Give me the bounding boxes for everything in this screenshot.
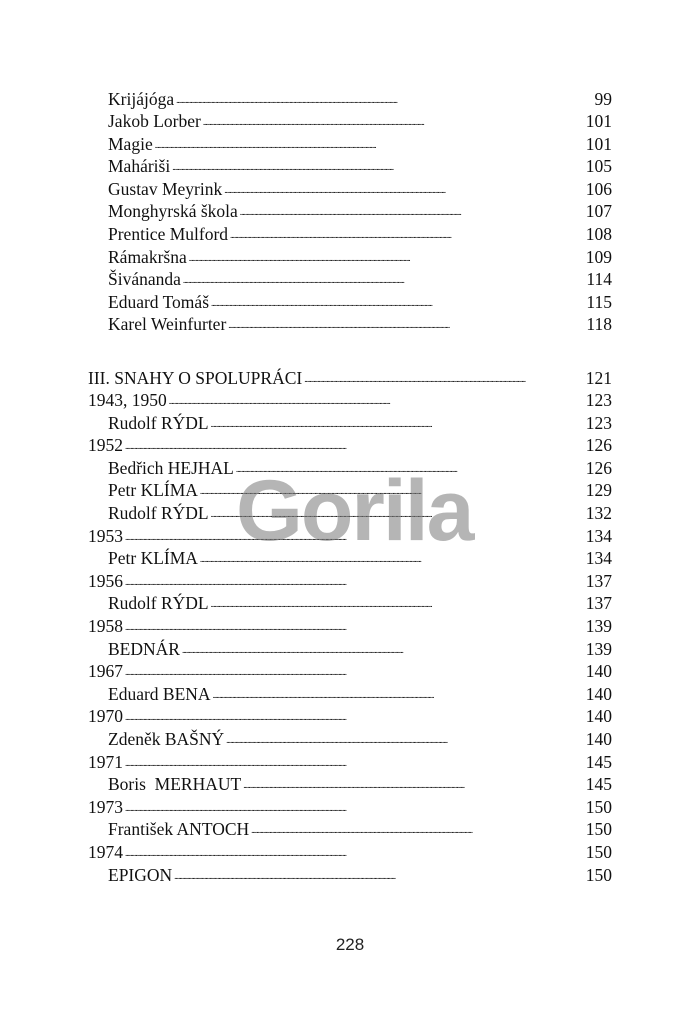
toc-entry-title: Rudolf RÝDL	[108, 503, 209, 524]
toc-entry-title: Monghyrská škola	[108, 201, 238, 222]
toc-entry	[88, 290, 612, 313]
toc-entry-page: 140	[585, 683, 612, 704]
toc-year-entry	[88, 524, 612, 547]
toc-entry	[88, 863, 612, 886]
dot-leader	[203, 110, 584, 128]
toc-entry-title: Zdeněk BAŠNÝ	[108, 729, 225, 749]
toc-entry-title: Jakob Lorber	[108, 111, 201, 132]
toc-entry	[88, 637, 612, 660]
toc-entry-page: 114	[586, 269, 612, 290]
dot-leader	[182, 637, 584, 655]
dot-leader	[200, 547, 584, 565]
toc-entry-page: 123	[585, 412, 612, 433]
toc-entry-title: Boris MERHAUT	[108, 774, 242, 795]
toc-year-entry	[88, 615, 612, 638]
toc-entry-page: 139	[585, 638, 612, 659]
toc-entry	[88, 682, 612, 705]
page-number: 228	[335, 935, 365, 954]
toc-entry-page: 99	[594, 88, 612, 109]
toc-entry-page: 134	[585, 525, 612, 546]
toc-entry-title: Maháriši	[108, 156, 171, 177]
toc-chapter-heading	[88, 366, 612, 389]
toc-entry-page: 108	[585, 224, 612, 245]
dot-leader	[224, 177, 584, 195]
dot-leader	[155, 132, 584, 150]
toc-year-entry	[88, 750, 612, 773]
dot-leader	[125, 569, 584, 587]
dot-leader	[228, 313, 584, 331]
toc-entry-page: 150	[585, 796, 612, 817]
dot-leader	[304, 366, 584, 384]
publisher-watermark: Gorila	[236, 463, 473, 559]
toc-entry-title: 1971	[88, 751, 123, 772]
toc-entry-title: Eduard Tomáš	[108, 291, 210, 312]
dot-leader	[213, 682, 584, 700]
toc-entry	[88, 87, 612, 110]
toc-year-entry	[88, 840, 612, 863]
toc-entry-title: 1943, 1950	[88, 390, 167, 411]
toc-entry-title: 1967	[88, 661, 123, 682]
dot-leader	[251, 818, 584, 836]
toc-year-entry	[88, 705, 612, 728]
dot-leader	[125, 615, 584, 633]
toc-entry-title: 1952	[88, 435, 123, 456]
dot-leader	[236, 456, 584, 474]
dot-leader	[211, 290, 584, 308]
dot-leader	[240, 200, 584, 218]
toc-entry-page: 105	[585, 156, 612, 177]
toc-year-entry	[88, 389, 612, 412]
toc-entry	[88, 132, 612, 155]
dot-leader	[169, 389, 584, 407]
toc-entry-title: Gustav Meyrink	[108, 178, 223, 199]
toc-entry	[88, 456, 612, 479]
toc-entry-page: 139	[585, 616, 612, 637]
toc-entry	[88, 268, 612, 291]
dot-leader	[125, 705, 584, 723]
toc-entry-title: Magie	[108, 133, 153, 154]
toc-entry-page: 150	[585, 841, 612, 862]
toc-entry	[88, 155, 612, 178]
toc-entry	[88, 313, 612, 336]
toc-entry	[88, 245, 612, 268]
toc-entry	[88, 818, 612, 841]
toc-entry-page: 107	[585, 201, 612, 222]
toc-entry	[88, 773, 612, 796]
toc-entry-page: 109	[585, 246, 612, 267]
dot-leader	[211, 592, 584, 610]
toc-entry-title: Prentice Mulford	[108, 224, 229, 245]
dot-leader	[211, 502, 584, 520]
toc-entry	[88, 110, 612, 133]
toc-entry-title: 1953	[88, 525, 123, 546]
toc-entry	[88, 592, 612, 615]
toc-entry-page: 145	[585, 751, 612, 772]
dot-leader	[230, 223, 584, 241]
dot-leader	[172, 155, 584, 173]
toc-entry	[88, 223, 612, 246]
toc-entry-page: 140	[585, 661, 612, 682]
dot-leader	[183, 268, 584, 286]
dot-leader	[125, 434, 584, 452]
toc-entry-title: Eduard BENA	[108, 683, 211, 704]
dot-leader	[189, 245, 584, 263]
dot-leader	[211, 411, 584, 429]
toc-entry	[88, 547, 612, 570]
toc-entry-title: Rámakršna	[108, 246, 187, 267]
toc-entry-title: III. SNAHY O SPOLUPRÁCI	[88, 367, 303, 388]
toc-entry-title: Petr KLÍMA	[108, 480, 198, 501]
toc-entry-page: 101	[585, 133, 612, 154]
toc-entry-page: 137	[585, 593, 612, 614]
toc-entry-title: Šivánanda	[108, 269, 181, 290]
dot-leader	[176, 87, 592, 105]
dot-leader	[243, 773, 584, 791]
toc-entry-title: Bedřich HEJHAL	[108, 457, 234, 478]
toc-entry-title: Krijájóga	[108, 88, 175, 109]
dot-leader	[125, 750, 584, 768]
toc-entry-title: Karel Weinfurter	[108, 314, 227, 335]
toc-entry-page: 140	[585, 729, 612, 749]
toc-entry-page: 126	[585, 457, 612, 478]
toc-entry-page: 150	[585, 819, 612, 840]
toc-entry	[88, 200, 612, 223]
toc-section-top	[88, 87, 612, 336]
toc-entry-page: 140	[585, 706, 612, 727]
toc-entry	[88, 411, 612, 434]
toc-entry-title: 1958	[88, 616, 123, 637]
dot-leader	[125, 840, 584, 858]
toc-entry-title: BEDNÁR	[108, 638, 180, 659]
toc-entry-page: 137	[585, 570, 612, 591]
dot-leader	[174, 863, 584, 881]
dot-leader	[125, 524, 584, 542]
toc-entry-page: 132	[585, 503, 612, 524]
toc-year-entry	[88, 660, 612, 683]
dot-leader	[226, 728, 584, 746]
toc-entry-title: Petr KLÍMA	[108, 548, 198, 569]
toc-entry-page: 106	[585, 178, 612, 199]
toc-entry-title: 1973	[88, 796, 123, 817]
toc-entry-title: EPIGON	[108, 864, 173, 885]
toc-entry-title: 1974	[88, 841, 123, 862]
toc-year-entry	[88, 434, 612, 457]
toc-section-bottom	[88, 366, 612, 886]
toc-entry-title: Rudolf RÝDL	[108, 593, 209, 614]
dot-leader	[200, 479, 584, 497]
toc-entry-page: 129	[585, 480, 612, 501]
toc-entry-page: 145	[585, 774, 612, 795]
toc-entry	[88, 479, 612, 502]
toc-year-entry	[88, 569, 612, 592]
toc-entry-page: 150	[585, 864, 612, 885]
toc-entry-title: Rudolf RÝDL	[108, 412, 209, 433]
dot-leader	[125, 795, 584, 813]
toc-entry-page: 118	[586, 314, 612, 335]
toc-entry-page: 123	[585, 390, 612, 411]
toc-entry-title: 1970	[88, 706, 123, 727]
toc-entry	[88, 502, 612, 525]
toc-entry-page: 121	[585, 367, 612, 388]
toc-year-entry	[88, 795, 612, 818]
dot-leader	[125, 660, 584, 678]
toc-entry-page: 115	[586, 291, 612, 312]
toc-entry-page: 101	[585, 111, 612, 132]
toc-entry-page: 134	[585, 548, 612, 569]
toc-entry-title: František ANTOCH	[108, 819, 250, 840]
toc-entry-page: 126	[585, 435, 612, 456]
toc-entry	[88, 177, 612, 200]
toc-entry	[88, 728, 612, 751]
toc-entry-title: 1956	[88, 570, 123, 591]
